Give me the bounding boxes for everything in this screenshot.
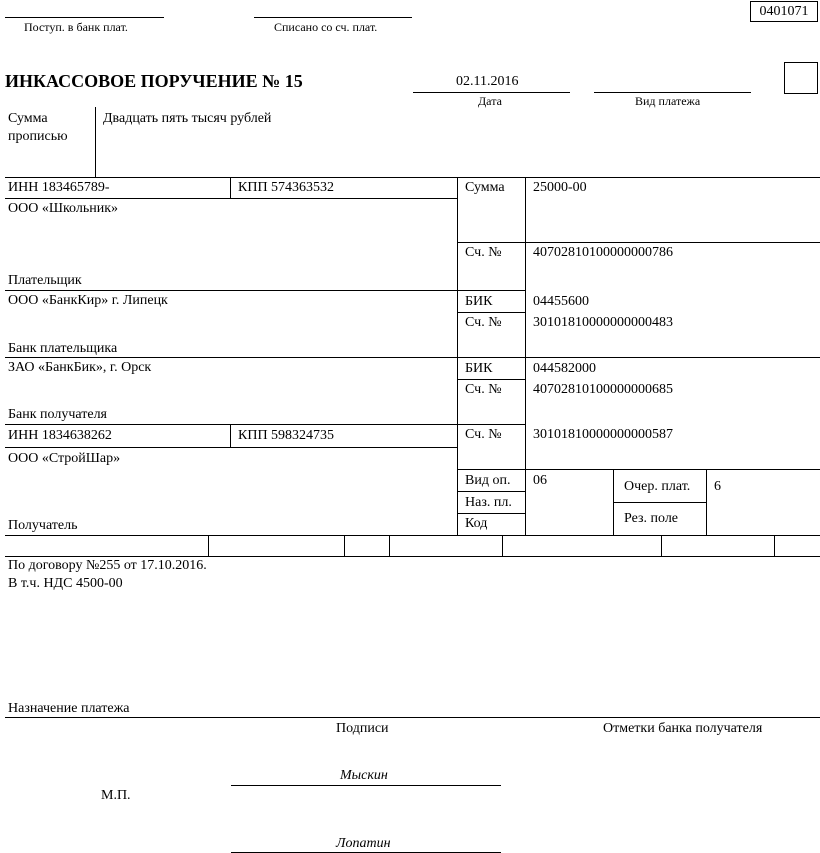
grid-v-f1 xyxy=(208,535,209,556)
kod-label: Код xyxy=(465,516,488,531)
signatures-label: Подписи xyxy=(336,721,389,736)
grid-v-f2 xyxy=(344,535,345,556)
rez-label: Рез. поле xyxy=(624,511,679,526)
payer-inn: ИНН 183465789- xyxy=(8,180,110,195)
payer-bank-label: Банк плательщика xyxy=(8,341,118,356)
payee-bank-name: ЗАО «БанкБик», г. Орск xyxy=(8,360,152,375)
payer-name: ООО «Школьник» xyxy=(8,201,119,216)
payee-acc-label: Сч. № xyxy=(465,382,502,397)
payee-corr-label: Сч. № xyxy=(465,427,502,442)
grid-line-vidop xyxy=(457,469,820,470)
ocher-label: Очер. плат. xyxy=(624,479,691,494)
payer-kpp: КПП 574363532 xyxy=(238,180,335,195)
sum-value: 25000-00 xyxy=(533,180,587,195)
debited-label: Списано со сч. плат. xyxy=(274,20,378,34)
payee-bik-label: БИК xyxy=(465,361,493,376)
grid-line-fields xyxy=(5,556,820,557)
date-label: Дата xyxy=(478,94,502,108)
grid-line-bik1 xyxy=(457,312,525,313)
grid-v-f6 xyxy=(774,535,775,556)
purpose-line xyxy=(5,717,820,718)
grid-line-payee-inn xyxy=(5,447,457,448)
debited-line xyxy=(254,17,412,18)
grid-v-f3 xyxy=(389,535,390,556)
grid-line-top xyxy=(5,177,820,178)
grid-line-payee-bank xyxy=(5,357,820,358)
payer-acc-label: Сч. № xyxy=(465,245,502,260)
payer-bik-label: БИК xyxy=(465,294,493,309)
received-label: Поступ. в банк плат. xyxy=(24,20,128,34)
purpose-line-2: В т.ч. НДС 4500-00 xyxy=(8,576,123,591)
vid-op-label: Вид оп. xyxy=(465,473,511,488)
received-line xyxy=(5,17,164,18)
grid-v-right xyxy=(525,177,526,535)
payer-label: Плательщик xyxy=(8,273,82,288)
grid-v-payee-inn-kpp xyxy=(230,424,231,447)
vid-op-value: 06 xyxy=(533,473,547,488)
payer-corr-label: Сч. № xyxy=(465,315,502,330)
payer-bank-name: ООО «БанкКир» г. Липецк xyxy=(8,293,168,308)
date-line xyxy=(413,92,570,93)
payer-bik-value: 04455600 xyxy=(533,294,589,309)
payee-name: ООО «СтройШар» xyxy=(8,451,121,466)
grid-line-acc xyxy=(457,242,820,243)
amount-words-value: Двадцать пять тысяч рублей xyxy=(103,111,272,126)
grid-line-inn xyxy=(5,198,457,199)
amount-words-label-2: прописью xyxy=(8,129,68,144)
payee-corr-value: 30101810000000000587 xyxy=(533,427,673,442)
grid-line-rez xyxy=(613,502,706,503)
grid-line-kod xyxy=(457,513,525,514)
payer-acc-value: 40702810100000000786 xyxy=(533,245,673,260)
signature-1: Мыскин xyxy=(340,768,388,783)
payment-type-label: Вид платежа xyxy=(635,94,701,108)
grid-v-f5 xyxy=(661,535,662,556)
grid-v-inn-kpp xyxy=(230,177,231,198)
status-box xyxy=(784,62,818,94)
form-code-box: 0401071 xyxy=(750,1,818,22)
payee-kpp: КПП 598324735 xyxy=(238,428,335,443)
grid-line-payee xyxy=(5,424,525,425)
page-title: ИНКАССОВОЕ ПОРУЧЕНИЕ № 15 xyxy=(5,71,303,91)
grid-line-payer-bank xyxy=(5,290,525,291)
amount-words-divider xyxy=(95,107,96,177)
grid-v-f4 xyxy=(502,535,503,556)
grid-line-nazpl xyxy=(457,491,525,492)
naz-pl-label: Наз. пл. xyxy=(465,495,512,510)
signature-2: Лопатин xyxy=(336,836,391,851)
payee-inn: ИНН 1834638262 xyxy=(8,428,112,443)
payee-bik-value: 044582000 xyxy=(533,361,596,376)
sum-label: Сумма xyxy=(465,180,505,195)
date-value: 02.11.2016 xyxy=(456,74,519,89)
payee-label: Получатель xyxy=(8,518,78,533)
grid-v-left xyxy=(457,177,458,535)
purpose-line-1: По договору №255 от 17.10.2016. xyxy=(8,558,207,573)
payee-bank-label: Банк получателя xyxy=(8,407,107,422)
grid-line-bottom xyxy=(5,535,820,536)
grid-v-ocher-val xyxy=(706,469,707,535)
payee-acc-value: 40702810100000000685 xyxy=(533,382,673,397)
purpose-label: Назначение платежа xyxy=(8,701,130,716)
payment-type-line xyxy=(594,92,751,93)
grid-line-bik2 xyxy=(457,379,525,380)
amount-words-label-1: Сумма xyxy=(8,111,48,126)
ocher-value: 6 xyxy=(714,479,721,494)
bank-marks-label: Отметки банка получателя xyxy=(603,721,763,736)
signature-1-line xyxy=(231,785,501,786)
payer-corr-value: 30101810000000000483 xyxy=(533,315,673,330)
mp-label: М.П. xyxy=(101,788,131,803)
